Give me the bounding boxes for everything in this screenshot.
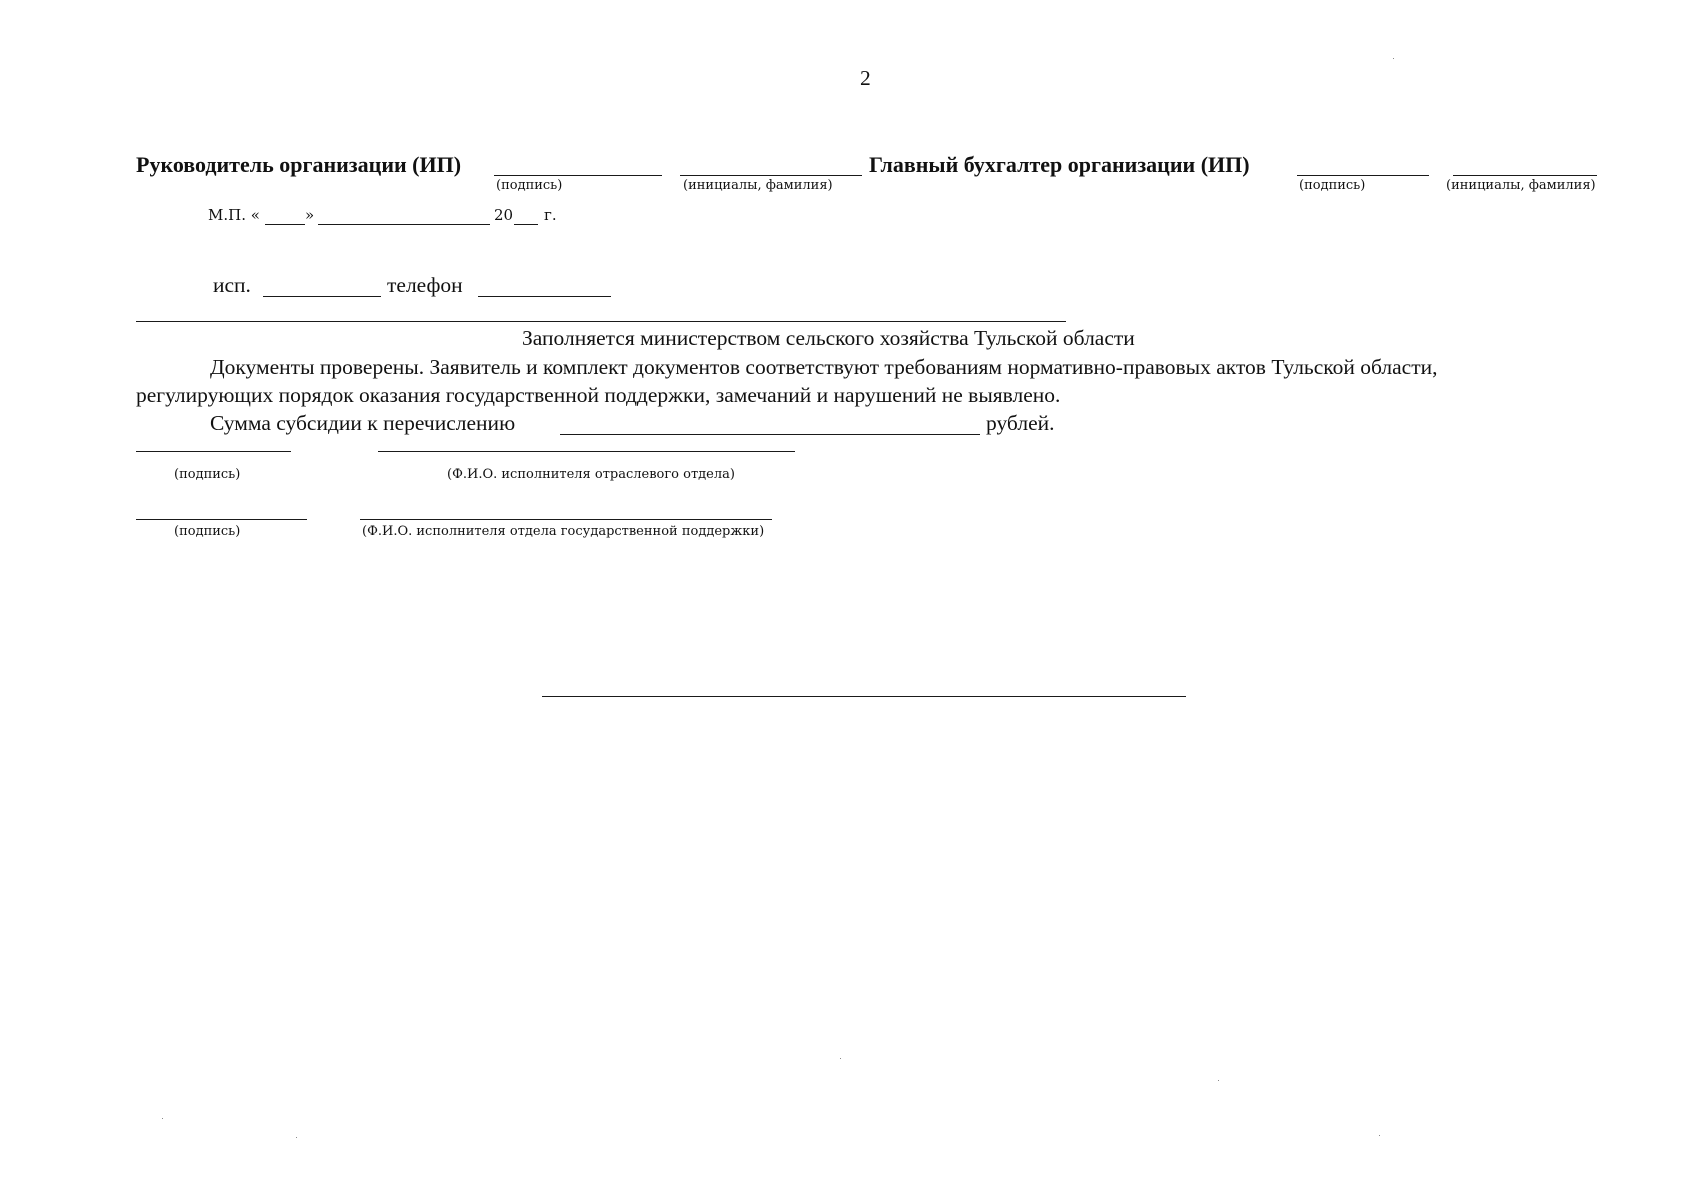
scan-speck — [840, 1058, 841, 1059]
scan-speck — [1379, 1135, 1380, 1136]
chief-accountant-label: Главный бухгалтер организации (ИП) — [869, 152, 1250, 177]
support-executor-caption: (Ф.И.О. исполнителя отдела государственной поддержки) — [362, 524, 765, 539]
date-year-suffix: г. — [544, 206, 557, 224]
executor-label: исп. — [213, 273, 251, 297]
accountant-name-line — [1453, 175, 1597, 176]
head-signature-line — [494, 175, 662, 176]
scan-speck — [1218, 1080, 1219, 1081]
date-day-line — [265, 224, 305, 225]
head-name-caption: (инициалы, фамилия) — [683, 178, 833, 193]
page-number: 2 — [860, 66, 871, 90]
date-year-line — [514, 224, 538, 225]
accountant-name-caption: (инициалы, фамилия) — [1446, 178, 1596, 193]
branch-signature-caption: (подпись) — [174, 467, 241, 482]
subsidy-amount-unit: рублей. — [986, 411, 1055, 435]
subsidy-amount-label: Сумма субсидии к перечислению — [210, 411, 516, 435]
ministry-section-title: Заполняется министерством сельского хозяйства Тульской области — [522, 326, 1135, 350]
date-month-line — [318, 224, 490, 225]
branch-signature-line — [136, 451, 291, 452]
phone-label: телефон — [387, 273, 463, 297]
branch-executor-name-line — [378, 451, 795, 452]
end-of-document-line — [542, 696, 1186, 697]
documents-checked-line-1: Документы проверены. Заявитель и комплект документов соответствуют требованиям нормативно-правовых актов Тульской области, — [210, 355, 1438, 379]
phone-line — [478, 296, 611, 297]
date-close-quote: » — [305, 206, 315, 224]
support-signature-line — [136, 519, 307, 520]
executor-line — [263, 296, 381, 297]
date-year-prefix: 20 — [494, 206, 514, 224]
section-divider — [136, 321, 1066, 322]
support-executor-name-line — [360, 519, 772, 520]
subsidy-amount-line — [560, 434, 980, 435]
scan-speck — [296, 1137, 297, 1138]
accountant-signature-caption: (подпись) — [1299, 178, 1366, 193]
scan-speck — [1393, 58, 1394, 59]
head-signature-caption: (подпись) — [496, 178, 563, 193]
head-name-line — [680, 175, 862, 176]
documents-checked-line-2: регулирующих порядок оказания государственной поддержки, замечаний и нарушений не выявлено. — [136, 383, 1061, 407]
head-of-organization-label: Руководитель организации (ИП) — [136, 152, 462, 177]
branch-executor-caption: (Ф.И.О. исполнителя отраслевого отдела) — [447, 467, 735, 482]
scan-speck — [162, 1118, 163, 1119]
accountant-signature-line — [1297, 175, 1429, 176]
support-signature-caption: (подпись) — [174, 524, 241, 539]
stamp-place-label: М.П. « — [208, 206, 260, 224]
